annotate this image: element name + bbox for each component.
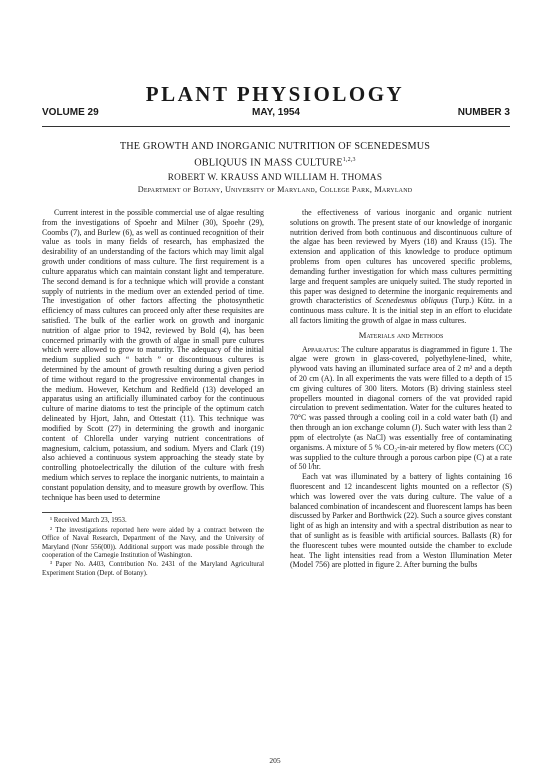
title-line-2-text: OBLIQUUS IN MASS CULTURE <box>194 156 343 168</box>
journal-title: PLANT PHYSIOLOGY <box>145 82 405 106</box>
footnote-3: ³ Paper No. A403, Contribution No. 2431 of the Maryland Agricultural Experiment Station (Dept. of Botany). <box>42 561 264 577</box>
right-column <box>290 208 512 570</box>
author-affiliation: Department of Botany, University of Maryland, College Park, Maryland <box>137 185 413 194</box>
intro-paragraph: Current interest in the possible commercial use of algae resulting from the investigations of Spoehr and Milner (30), Spoehr (29), Coombs (7), and Burlew (6), as well as continued recognition of their value as tools in many fields of research, has emphasized the desirability of an understanding of the factors which may limit algal growth under conditions of mass culture. The first requirement is a culture apparatus which can maintain constant light and temperature. The second demand is for a technique which will provide a constant supply of nutrients in the medium over an extended period of time. The investigation of other factors affecting the photosynthetic efficiency of mass cultures can proceed only after these requisites are satisfied. The bulk of the earlier work on growth and inorganic nutrition of algae prior to 1942, reviewed by Bold (4), has been concerned primarily with the growth of algae in small pure cultures which were allowed to grow to maturity. The adequacy of the initial medium supplied such “ batch ” or discontinuous cultures is determined by the amount of growth resulting during a given period of time without regard to the progressive environmental changes in the medium. However, Ketchum and Redfield (13) developed an apparatus using an artificially illuminated carboy for the continuous culture of marine diatoms to test the principle of the optimum catch delineated by Hjort, Jahn, and Ottestatt (11). This technique was modified by Scott (27) in determining the growth and inorganic content of Chlorella under varying nutrient concentrations of magnesium, calcium, potassium, and sodium. Myers and Clark (19) also achieved a continuous system approaching the steady state by controlling photoelectrically the dilution of the culture with fresh medium which serves to replace the inorganic nutrients, to maintain a constant population density, and to measure growth by overflow. This technique has been used to determine <box>42 208 264 502</box>
title-footnote-refs: 1,2,3 <box>342 156 356 163</box>
left-column <box>42 208 264 579</box>
species-name: Scenedesmus obliquus <box>375 296 448 306</box>
lighting-paragraph: Each vat was illuminated by a battery of lights containing 16 fluorescent and 12 incandescent lights mounted on a reflector (S) which was lowered over the vats during culture. The value of a balanced combination of incandescent and fluorescent lamps has been discussed by Parker and Borthwick (22). Such a source gives constant light of as high an intensity and with a spectral distribution as near to that of sunlight as is feasible with artificial sources. Ballasts (R) for the fluorescent tubes were mounted outside the chamber to exclude heat. The light intensities read from a Weston Illumination Meter (Model 756) are plotted in figure 2. After burning the bulbs <box>290 472 512 570</box>
title-line-1: THE GROWTH AND INORGANIC NUTRITION OF SCENEDESMUS <box>119 141 431 152</box>
footnotes <box>42 517 264 578</box>
apparatus-paragraph <box>290 345 512 473</box>
article-authors: ROBERT W. KRAUSS AND WILLIAM H. THOMAS <box>167 172 383 182</box>
footnote-2: ² The investigations reported here were aided by a contract between the Office of Naval Research, Department of the Navy, and the University of Maryland (Nonr 556(00)). Additional support was made possible through the cooperation of the Carnegie Institution of Washington. <box>42 526 264 559</box>
apparatus-text: The culture apparatus is diagrammed in figure 1. The algae were grown in glass-covered, polyethylene-lined, white, plywood vats having an illuminated surface area of 2 m² and a depth of 20 cm (A). In all experiments the vats were filled to a depth of 15 cm giving cultures of 300 liters. Motors (B) driving stainless steel propellers mounted in diagonal corners of the vat provided rapid circulation to prevent sedimentation. Water for the cultures heated to 70°C was passed through a cooling coil in a cold water bath (I) and then through an ion exchange column (J). Such water with less than 2 ppm of electrolyte (as NaCl) was essentially free of contaminating organisms. A mixture of 5 % CO₂-in-air metered by flow meters (CC) was supplied to the culture through a porous carbon pipe (C) at a rate of 50 l/hr. <box>290 344 512 472</box>
intro-continued-text: the effectiveness of various inorganic and organic nutrient solutions on growth. The present state of our knowledge of inorganic nutrition derived from both continuous and discontinuous culture of the algae has been reviewed by Myers (18) and Krauss (15). The extension and application of this knowledge to produce optimum problems from open cultures has uncovered specific problems, demanding further investigation for which mass cultures permitting large and frequent samples are uniquely suited. The study reported in this paper was designed to determine the inorganic requirements and growth characteristics of <box>290 208 512 306</box>
footnote-rule <box>42 512 112 513</box>
issue-line <box>42 107 510 123</box>
intro-continued-tail: (Turp.) Kütz. in a continuous mass culture. It is the initial step in an effort to elucidate all factors limiting the growth of algae in mass cultures. <box>290 296 512 325</box>
footnote-1: ¹ Received March 23, 1953. <box>50 517 127 525</box>
issue-number: NUMBER 3 <box>457 107 510 118</box>
article-title <box>60 141 490 169</box>
header-rule <box>42 126 510 127</box>
volume-label: VOLUME 29 <box>42 107 99 118</box>
intro-paragraph-continued <box>290 208 512 326</box>
page-number: 205 <box>269 756 281 765</box>
issue-date: MAY, 1954 <box>252 107 300 118</box>
title-line-2 <box>60 154 490 170</box>
apparatus-label: Apparatus: <box>302 344 340 354</box>
section-heading: Materials and Methods <box>358 329 444 340</box>
